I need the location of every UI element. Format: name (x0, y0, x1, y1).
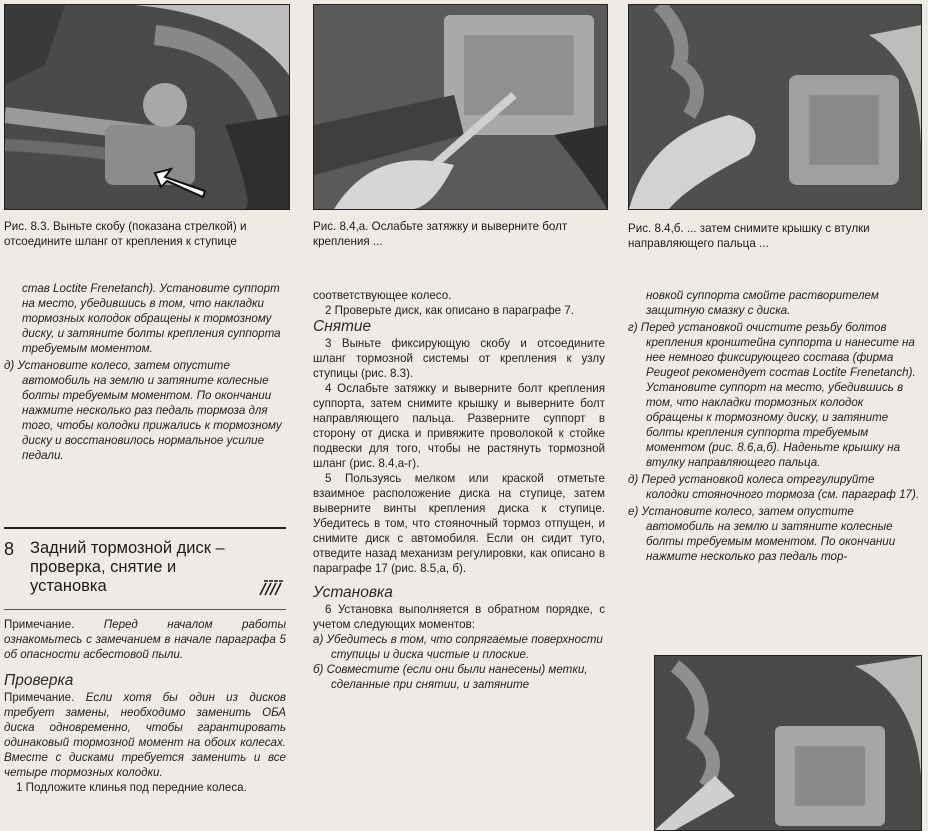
caption-fig-8-3: Рис. 8.3. Выньте скобу (показана стрелкой) и отсоедините шланг от крепления к ступице (4, 220, 247, 248)
col1-paragraph-1: став Loctite Frenetanch). Установите суппорт на место, убедившись в том, что накладки тормозных колодок обращены к тормозному диску, и затяните болты крепления суппорта требуемым моментом. (22, 282, 281, 355)
note-1-text: Перед началом работы ознакомьтесь с замечанием в начале параграфа 5 об опасности асбестовой пыли. (4, 618, 286, 661)
heading-check: Проверка (4, 672, 74, 689)
section-heading (4, 527, 286, 610)
col2-step-2: 2 Проверьте диск, как описано в параграфе 7. (325, 304, 574, 317)
col2-item-b: б) Совместите (если они были нанесены) метки, сделанные при снятии, и затяните (313, 663, 588, 691)
col1-paragraph-d: д) Установите колесо, затем опустите автомобиль на землю и затяните колесные болты требуемым моментом. По окончании нажмите несколько раз педаль тормоза для того, чтобы колодки прижались к тормозному диску и восстановилось нормальное усилие педали. (4, 359, 282, 462)
col3-item-d: д) Перед установкой колеса отрегулируйте колодки стояночного тормоза (см. параграф 17). (628, 473, 920, 501)
col2-item-a: а) Убедитесь в том, что сопрягаемые поверхности ступицы и диска чистые и плоские. (313, 633, 603, 661)
photo-fig-8-4b (628, 4, 922, 210)
photo-bottom-right (654, 655, 922, 831)
note-2 (4, 690, 286, 780)
column-1-top (4, 281, 286, 463)
section-number: 8 (4, 539, 15, 559)
note-1-label: Примечание. (4, 618, 75, 631)
note-2-text: Если хотя бы один из дисков требует замены, необходимо заменить ОБА диска одновременно, чтобы гарантировать одинаковый тормозной момент на обоих колесах. Вместе с дисками требуется заменить и все четыре тормозных колодки. (4, 691, 286, 779)
column-1-bottom (4, 617, 286, 795)
column-3 (628, 288, 920, 564)
heading-removal: Снятие (313, 318, 372, 335)
col3-item-e: е) Установите колесо, затем опустите автомобиль на землю и затяните колесные болты требуемым моментом. По окончании нажмите несколько раз педаль тор- (628, 505, 896, 563)
section-title: Задний тормозной диск – проверка, снятие и установка (30, 539, 225, 595)
col3-p0: новкой суппорта смойте растворителем защитную смазку с диска. (646, 289, 879, 317)
col2-p0: соответствующее колесо. (313, 289, 452, 302)
col2-step-3: 3 Выньте фиксирующую скобу и отсоедините шланг тормозной системы от крепления к узлу ступицы (рис. 8.3). (313, 337, 605, 380)
heading-install: Установка (313, 584, 393, 601)
caption-fig-8-4b: Рис. 8.4,б. ... затем снимите крышку с втулки направляющего пальца ... (628, 222, 870, 250)
photo-fig-8-4a (313, 4, 608, 210)
col2-step-6: 6 Установка выполняется в обратном порядке, с учетом следующих моментов: (313, 603, 605, 631)
col2-step-4: 4 Ослабьте затяжку и выверните болт крепления суппорта, затем снимите крышку и выверните болт направляющего пальца. Разверните суппорт в сторону от диска и привяжите проволокой к стойке подвески для того, чтобы не растянуть тормозной шланг (рис. 8.4,а-г). (313, 382, 605, 470)
note-2-label: Примечание. (4, 691, 75, 704)
photo-fig-8-3 (4, 4, 290, 210)
step-1: 1 Подложите клинья под передние колеса. (16, 781, 247, 794)
wrench-difficulty-icon (258, 577, 284, 597)
column-2 (313, 288, 605, 692)
col3-item-g: г) Перед установкой очистите резьбу болтов крепления кронштейна суппорта и нанесите на нее немного фиксирующего состава (фирма Peugeot рекомендует состав Loctite Frenetanch). Установите суппорт на место, убедившись в том, что накладки тормозных колодок обращены к тормозному диску, и затяните болты крепления суппорта требуемым моментом (рис. 8.6,а,б). Наденьте крышку на втулку направляющего пальца. (628, 321, 916, 469)
col2-step-5: 5 Пользуясь мелком или краской отметьте взаимное расположение диска на ступице, затем выверните винты крепления диска к ступице. Убедитесь в том, что стояночный тормоз отпущен, и снимите диск с автомобиля. Если он сидит туго, отведите назад механизм регулировки, как описано в параграфе 17 (рис. 8.5,а, б). (313, 472, 605, 575)
note-1 (4, 617, 286, 662)
caption-fig-8-4a: Рис. 8.4,а. Ослабьте затяжку и выверните болт крепления ... (313, 220, 568, 248)
